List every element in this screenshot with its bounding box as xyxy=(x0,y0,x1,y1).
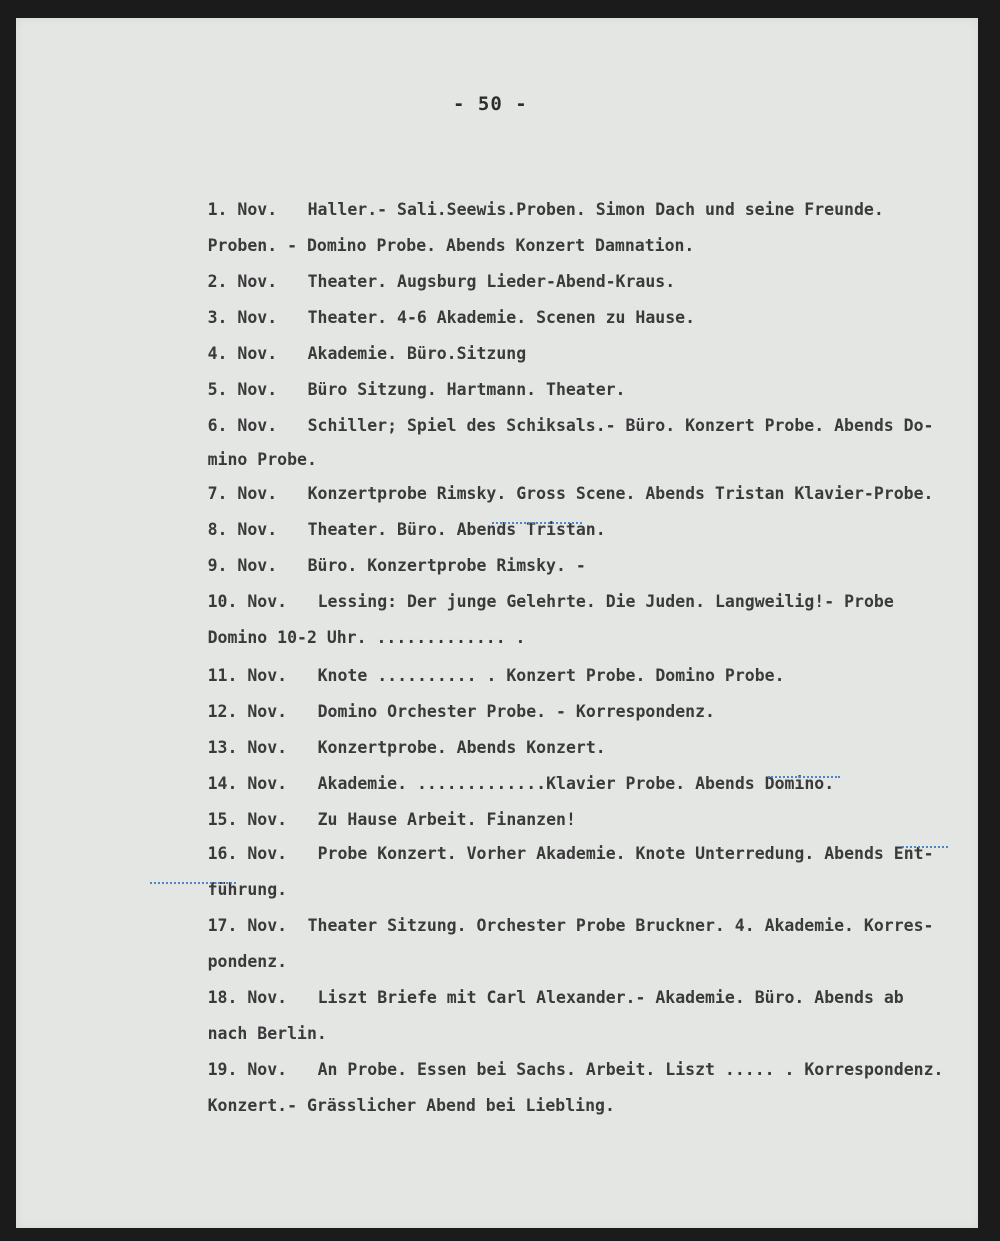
paper-sheet xyxy=(16,18,978,1228)
blue-underline-mark xyxy=(902,846,948,848)
entry-text: Lessing: Der junge Gelehrte. Die Juden. Langweilig!- Probe xyxy=(317,592,894,611)
page-number: - 50 - xyxy=(453,93,528,115)
blue-underline-mark xyxy=(768,776,840,778)
entry-text: Haller.- Sali.Seewis.Proben. Simon Dach und seine Freunde. xyxy=(307,200,884,219)
entry-date: 12. Nov. xyxy=(207,702,288,721)
entry-text: Proben. - Domino Probe. Abends Konzert Damnation. xyxy=(207,236,695,255)
entry-text: Domino 10-2 Uhr. ............. . xyxy=(207,628,526,647)
entry-date: 10. Nov. xyxy=(207,592,288,611)
entry-text: Büro. Konzertprobe Rimsky. - xyxy=(307,556,586,575)
entry-text: Schiller; Spiel des Schiksals.- Büro. Konzert Probe. Abends Do- xyxy=(307,416,934,435)
entry-text: führung. xyxy=(207,880,288,899)
entry-date: 7. Nov. xyxy=(207,484,278,503)
entry-text: Akademie. Büro.Sitzung xyxy=(307,344,527,363)
entry-text: mino Probe. xyxy=(207,450,317,469)
entry-text: Domino Orchester Probe. - Korrespondenz. xyxy=(317,702,715,721)
entry-date: 1. Nov. xyxy=(207,200,278,219)
entry-line xyxy=(148,1076,615,1136)
entry-date: 3. Nov. xyxy=(207,308,278,327)
blue-underline-mark xyxy=(492,522,582,524)
entry-text: Theater. Augsburg Lieder-Abend-Kraus. xyxy=(307,272,676,291)
entry-date: 16. Nov. xyxy=(207,844,288,863)
blue-underline-mark xyxy=(150,882,236,884)
entry-text: Konzertprobe. Abends Konzert. xyxy=(317,738,606,757)
entry-date: 11. Nov. xyxy=(207,666,288,685)
entry-text: Theater. 4-6 Akademie. Scenen zu Hause. xyxy=(307,308,696,327)
entry-date: 6. Nov. xyxy=(207,416,278,435)
entry-date: 13. Nov. xyxy=(207,738,288,757)
entry-date: 9. Nov. xyxy=(207,556,278,575)
entry-text: pondenz. xyxy=(207,952,288,971)
diary-entries xyxy=(16,18,978,1228)
entry-date: 19. Nov. xyxy=(207,1060,288,1079)
entry-date: 17. Nov. xyxy=(207,916,288,935)
entry-text: Knote .......... . Konzert Probe. Domino Probe. xyxy=(317,666,785,685)
entry-text: Theater Sitzung. Orchester Probe Bruckner. 4. Akademie. Korres- xyxy=(307,916,934,935)
entry-text: Konzert.- Grässlicher Abend bei Liebling. xyxy=(207,1096,615,1115)
entry-text: Liszt Briefe mit Carl Alexander.- Akademie. Büro. Abends ab xyxy=(317,988,904,1007)
entry-date: 18. Nov. xyxy=(207,988,288,1007)
entry-text: Theater. Büro. Abends Tristan. xyxy=(307,520,606,539)
entry-date: 15. Nov. xyxy=(207,810,288,829)
entry-text: Konzertprobe Rimsky. Gross Scene. Abends Tristan Klavier-Probe. xyxy=(307,484,934,503)
entry-date: 14. Nov. xyxy=(207,774,288,793)
entry-date: 5. Nov. xyxy=(207,380,278,399)
entry-text: Akademie. .............Klavier Probe. Abends Domino. xyxy=(317,774,835,793)
entry-text: Zu Hause Arbeit. Finanzen! xyxy=(317,810,576,829)
entry-text: An Probe. Essen bei Sachs. Arbeit. Liszt ..... . Korrespondenz. xyxy=(317,1060,944,1079)
entry-text: nach Berlin. xyxy=(207,1024,327,1043)
entry-text: Probe Konzert. Vorher Akademie. Knote Unterredung. Abends Ent- xyxy=(317,844,934,863)
entry-date: 8. Nov. xyxy=(207,520,278,539)
entry-date: 4. Nov. xyxy=(207,344,278,363)
entry-text: Büro Sitzung. Hartmann. Theater. xyxy=(307,380,626,399)
entry-date: 2. Nov. xyxy=(207,272,278,291)
